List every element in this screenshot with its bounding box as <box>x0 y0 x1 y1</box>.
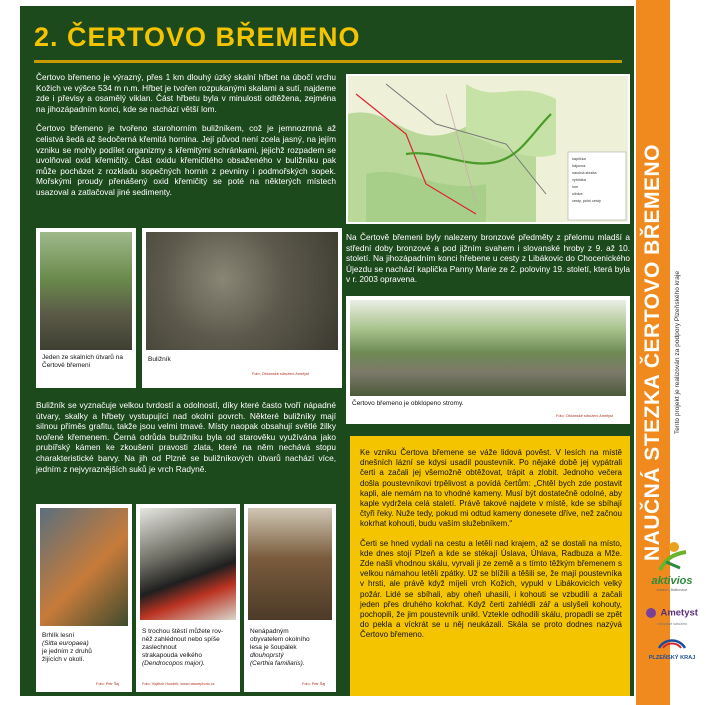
legend-paragraph-1: Ke vzniku Čertova břemene se váže lidová pověst. V lesích na místě dnešních lázní se kdysi usadil poustevník. Po nějaké době jej vypátrali čerti a začali jej všemožně obtěžovat, trápit a zlobit. Jednoho večera došla poustevníkovi trpělivost a povídá čertům: „Chtěl bych zde postavit kapli, ale nemám na to vhodné kameny. Musí být dostatečně odolné, aby kaple vydržela celá staletí. Právě takové najdete v místě, kde se sbíhají čtyři řeky. Nuže tedy, pokud mi odtud kameny donesete dříve, než začnou kokrhat kohouti, budu vaším služebníkem.“ <box>360 448 622 529</box>
map-legend-item: silnice <box>572 192 583 196</box>
sidebar-subtitle: Tento projekt je realizován za podpory Plzeňského kraje <box>674 270 681 435</box>
map-legend-item: kaplička <box>572 157 586 161</box>
photo-card-woodpecker <box>136 504 240 692</box>
bulinik-paragraph: Buližník se vyznačuje velkou tvrdostí a odolností, díky které často tvoří nápadné útvary, skalky a hřbety vystupující nad okolní povrch. Některé buližníky mají silnou příměs grafitu, takže jsou velmi tmavé. Místy naopak obsahují světlé žilky tvořené křemenem. Černá odrůda buližníku byla od starověku využívána jako prubířský kámen ke zkoušení pravosti zlata, které na něm nechává stopu charakteristické barvy. Na jih od Plzně se buližníkových útvarů nachází více, jedním z nejvyraznějších suků je vrch Radyně. <box>36 400 336 474</box>
map-legend-item: lom <box>572 185 579 189</box>
photo-credit: Foto: Petr Šaj <box>302 682 326 686</box>
photo-card-nuthatch <box>36 504 132 692</box>
photo-card-trees <box>346 296 630 424</box>
rock-with-trees-photo <box>350 300 626 396</box>
legend-paragraph-2: Čerti se hned vydali na cestu a letěli nad krajem, až se dostali na místo, kde dnes stojí Plzeň a kde se stékají Úslava, Úhlava, Radbuza a Mže. Zde našli vhodnou skálu, vyrvali ji ze země a s tímto těžkým břemenem s velkou námahou letěli zpátky. Už se blížili a těšili se, že mají poustevníka v hrsti, ale právě když míjeli vrch Kožich, vypukl v Libákovicích velký požár. Lidé se sbíhali, aby oheň uhasili, i kohouti se vzbudili a začali jeden přes druhého kokrhat. Když čerti zahlédli zář a uslyšeli kohouty, pochopili, že jim poustevník unikl. Vztekle odhodili skálu, propadli se zpět do pekla a víckrát se u něj neukázali. Skála se proto dodnes nazývá Čertovo břemeno. <box>360 538 622 640</box>
intro-paragraph-1: Čertovo břemeno je výrazný, přes 1 km dlouhý úzký skalní hřbet na úbočí vrchu Kožich ve výšce 534 m n.m. Hřbet je tvořen rozpukanými skalami a sutí, najdeme zde i převisy a osamělý viklan. Část hřbetu byla v minulosti odtěžena, zejména na jihozápadním konci, kde se nachází větší lom. <box>36 72 336 114</box>
map-legend-item: naučná stezka <box>572 171 597 175</box>
photo-credit: Foto: Petr Šaj <box>96 682 120 686</box>
photo-caption: Buližník <box>148 356 171 363</box>
photo-card-rock <box>36 228 136 388</box>
bulinik-photo <box>146 232 338 350</box>
photo-credit: Foto: Občanské sdružení Ametyst <box>556 414 613 418</box>
sidebar-title: NAUČNÁ STEZKA ČERTOVO BŘEMENO <box>641 143 664 562</box>
photo-card-treecreeper <box>244 504 336 692</box>
map-legend-item: cesty, polní cesty <box>572 199 601 203</box>
ametyst-icon <box>646 608 656 618</box>
aktivios-logo: aktivios zdraví Libákovice <box>640 540 704 592</box>
woodpecker-photo <box>140 508 236 620</box>
runner-icon <box>652 540 692 574</box>
photo-card-bulinik <box>142 228 342 388</box>
photo-caption: Čertovo břemeno je obklopeno stromy. <box>352 400 464 407</box>
logo-area <box>640 540 704 661</box>
trail-map <box>346 74 630 224</box>
legend-box <box>350 436 630 696</box>
bird-caption: Brhlík lesní (Sitta europaea) je jedním z druhů žijících v okolí. <box>42 632 92 663</box>
page-title: 2. ČERTOVO BŘEMENO <box>34 22 361 52</box>
bird-caption: Nenápadným obyvatelem okolního lesa je šoupálek dlouhoprstý (Certhia familiaris). <box>250 628 310 667</box>
plzensky-kraj-logo: PLZEŇSKÝ KRAJ <box>640 634 704 661</box>
intro-text <box>36 72 336 207</box>
ametyst-logo: Ametyst občanské sdružení <box>640 604 704 626</box>
main-panel <box>20 6 634 696</box>
treecreeper-photo <box>248 508 332 620</box>
map-legend-item: hájovna <box>572 164 586 168</box>
photo-credit: Foto: Občanské sdružení Ametyst <box>252 372 309 376</box>
title-divider <box>34 60 622 63</box>
nuthatch-photo <box>40 508 128 626</box>
kraj-emblem-icon <box>657 634 687 650</box>
intro-paragraph-2: Čertovo břemeno je tvořeno starohorním buližníkem, což je jemnozrnná až celistvá šedá až šedočerná křemitá hornina. Její původ není zcela jasný, na jejím vzniku se mohly podílet organizmy s křemitými schránkami, jejichž rozpadem se uvolňoval oxid křemičitý. Část oxidu křemičitého obsaženého v buližníku pak může pocházet z rozkladu sopečných hornin z pevniny i podmořských sopek. Mořskými proudy přenášený oxid křemičitý se poté na některých místech usazoval a zatlačoval jiné sedimenty. <box>36 123 336 197</box>
bulinik-text <box>36 400 336 483</box>
photo-caption: Jeden ze skalních útvarů na Čertově břemeni <box>42 354 123 369</box>
bird-caption: S trochou štěstí můžete rov- něž zahlédnout nebo spíše zaslechnout strakapouda velkého (Dendrocopos major). <box>142 628 224 667</box>
archaeology-paragraph: Na Čertově břemeni byly nalezeny bronzové předměty z přelomu mladší a střední doby bronzové a pod jižním svahem i slovanské hroby z 9. až 10. století. Na jihozápadním konci hřebene u cesty z Libákovic do Chocenického Újezdu se nachází kaplička Panny Marie ze 2. poloviny 19. století, která byla v r. 2003 opravena. <box>346 232 630 285</box>
legend-text <box>360 448 622 650</box>
rock-formation-photo <box>40 232 132 350</box>
photo-credit: Foto: Vojtěch Houdek, www.naturephoto.cz <box>142 682 215 686</box>
map-legend-item: vyhlídka <box>572 178 586 182</box>
map-legend <box>572 156 601 205</box>
archaeology-text <box>346 232 630 294</box>
